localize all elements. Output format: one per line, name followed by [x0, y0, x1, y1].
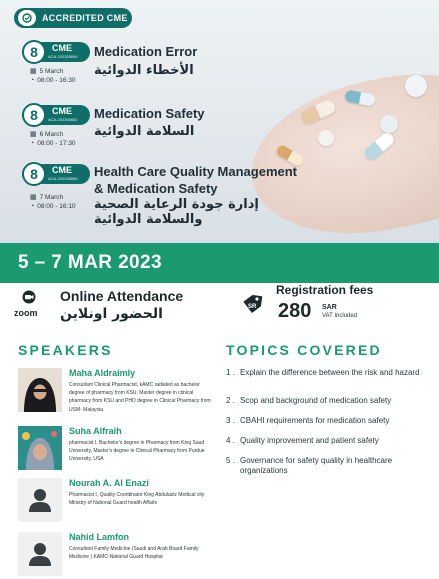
user-icon [18, 478, 62, 522]
accreditation-icon [18, 10, 36, 26]
svg-text:SR: SR [248, 304, 257, 310]
cme-hours: 8 [22, 103, 46, 127]
topics-heading: TOPICS COVERED [226, 342, 382, 358]
course-title-line1: Health Care Quality Management [94, 164, 297, 179]
topic-number: 1 . [226, 368, 235, 377]
date-band [0, 243, 439, 283]
speaker-name: Maha Aldraimly [69, 368, 136, 378]
speaker-bio: Consultant Clinical Pharmacist, kAMC radiated as bachelor degree of pharmacy from KSU, Master degree in clinical pharmacy from KSU and PHD degree in Clinical Pharmacy from USM- Malaysia [69, 382, 211, 413]
speaker-name: Suha Alfraih [69, 426, 122, 436]
clock-icon: ◔ [30, 77, 35, 84]
topic-number: 4 . [226, 436, 235, 445]
speaker-photo-placeholder [18, 532, 62, 576]
topic-text: Scop and background of medication safety [240, 396, 392, 405]
topic-text: Quality improvement and patient safety [240, 436, 379, 445]
speaker-photo-placeholder [18, 478, 62, 522]
cme-label: CME [52, 43, 72, 53]
registration-fees-label: Registration fees [276, 283, 374, 297]
speakers-heading: SPEAKERS [18, 342, 113, 358]
calendar-icon: ▦ [30, 194, 37, 201]
pill-image [318, 130, 334, 146]
clock-icon: ◔ [30, 140, 35, 147]
accredited-cme-badge [14, 8, 132, 28]
course-title: Medication Safety [94, 106, 205, 121]
course-title-arabic: الأخطاء الدوائية [94, 63, 194, 78]
pill-image [405, 75, 427, 97]
cme-hours: 8 [22, 40, 46, 64]
topic-text: Explain the difference between the risk and hazard [240, 368, 420, 377]
accreditation-number: ACA-202305682 [48, 117, 78, 122]
speaker-bio: Consultant Family Medicine (Saudi and Arab Board Family Medicine ) KAMC-National Guard Hospital [69, 546, 199, 561]
speaker-bio: pharmacist I, Bachelor's degree in Pharmacy from King Saud University, Master's degree in Clinical Pharmacy from Purdue University, USA [69, 440, 205, 463]
speaker-photo [18, 368, 62, 412]
speaker-bio: Pharmacist I, Quality Coordinator King Abdulaziz Medical city Ministry of National Guard health Affairs [69, 492, 205, 507]
topic-text: Governance for safety quality in healthcare organizations [240, 456, 393, 475]
course-time: ◔ 08:00 - 16:10 [30, 203, 76, 210]
video-camera-icon [20, 290, 38, 304]
calendar-icon: ▦ [30, 131, 37, 138]
course-time: ◔ 08:00 - 16:30 [30, 77, 76, 84]
cme-label: CME [52, 106, 72, 116]
course-title-arabic-line1: إدارة جودة الرعاية الصحية [94, 197, 259, 212]
user-icon [18, 532, 62, 576]
course-date: ▦ 5 March [30, 67, 64, 75]
course-time: ◔ 08:00 - 17:30 [30, 140, 76, 147]
course-date: ▦ 7 March [30, 193, 64, 201]
online-attendance-arabic: الحضور اونلاين [60, 306, 163, 322]
course-title-arabic-line2: والسلامة الدوائية [94, 212, 203, 227]
speaker-name: Nahid Lamfon [69, 532, 129, 542]
speaker-name: Nourah A. Al Enazi [69, 478, 149, 488]
hero-banner [0, 0, 439, 243]
clock-icon: ◔ [30, 203, 35, 210]
topic-text: CBAHI requirements for medication safety [240, 416, 390, 425]
course-title-line2: & Medication Safety [94, 181, 218, 196]
pill-image [380, 115, 398, 133]
accreditation-number: ACA-202305694 [48, 54, 78, 59]
cme-hours: 8 [22, 162, 46, 186]
course-date: ▦ 6 March [30, 130, 64, 138]
price-tag-icon [240, 294, 264, 316]
topic-number: 3 . [226, 416, 235, 425]
online-attendance: Online Attendance [60, 288, 184, 304]
badge-label: ACCREDITED CME [42, 13, 128, 23]
course-title: Medication Error [94, 44, 198, 59]
calendar-icon: ▦ [30, 68, 37, 75]
topic-number: 5 . [226, 456, 235, 465]
zoom-label: zoom [14, 308, 38, 318]
speaker-photo [18, 426, 62, 470]
cme-label: CME [52, 165, 72, 175]
course-title-arabic: السلامة الدوائية [94, 124, 195, 139]
topic-number: 2 . [226, 396, 235, 405]
vat-note: VAT Included [322, 313, 358, 319]
accreditation-number: ACA-202305856 [48, 176, 78, 181]
registration-price: 280 [278, 300, 312, 322]
event-dates: 5 – 7 MAR 2023 [18, 252, 162, 273]
currency-label: SAR [322, 304, 337, 311]
